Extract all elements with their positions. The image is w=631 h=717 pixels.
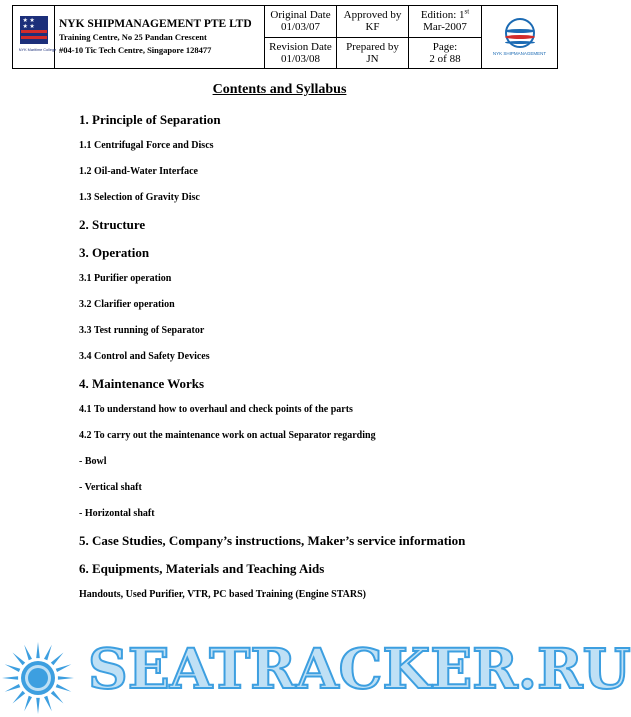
college-logo-caption: NYK Maritime College <box>18 47 56 52</box>
sun-ray <box>24 645 32 661</box>
sun-ray <box>2 676 18 680</box>
revision-date-value: 01/03/08 <box>280 52 321 65</box>
page-cell <box>409 37 482 69</box>
company-name: NYK SHIPMANAGEMENT PTE LTD <box>59 17 252 30</box>
toc-subitem-bowl: - Bowl <box>79 456 107 467</box>
sun-ray <box>51 653 64 666</box>
toc-subitem-vertical-shaft: - Vertical shaft <box>79 482 142 493</box>
document-header <box>12 5 558 69</box>
toc-subitem-horizontal-shaft: - Horizontal shaft <box>79 508 155 519</box>
toc-item-1-1: 1.1 Centrifugal Force and Discs <box>79 140 214 151</box>
sun-ray <box>13 691 26 704</box>
approved-by-label: Approved by <box>343 9 402 22</box>
toc-item-3-4: 3.4 Control and Safety Devices <box>79 351 210 362</box>
nyk-logo-cell <box>482 6 558 69</box>
sun-ray <box>44 645 52 661</box>
original-date-label: Original Date <box>270 9 331 22</box>
toc-section-3: 3. Operation <box>79 245 150 260</box>
sun-ray <box>56 684 72 692</box>
sun-ray <box>56 664 72 672</box>
toc-teaching-aids-detail: Handouts, Used Purifier, VTR, PC based Training (Engine STARS) <box>79 589 366 600</box>
sun-ray <box>36 698 40 714</box>
company-cell <box>55 6 265 69</box>
prepared-by-value: JN <box>366 52 379 65</box>
sun-ray <box>36 642 40 658</box>
prepared-by-cell <box>337 37 409 69</box>
edition-label: Edition: 1st <box>420 7 470 22</box>
approved-by-value: KF <box>365 21 380 34</box>
page-label: Page: <box>432 40 458 53</box>
toc-item-3-1: 3.1 Purifier operation <box>79 273 172 284</box>
toc-section-2: 2. Structure <box>79 217 146 232</box>
revision-date-label: Revision Date <box>269 40 332 53</box>
revision-date-cell <box>265 37 337 69</box>
sun-ray <box>5 664 21 672</box>
sun-ray <box>13 653 26 666</box>
toc-item-4-2: 4.2 To carry out the maintenance work on actual Separator regarding <box>79 430 376 441</box>
page-title: Contents and Syllabus <box>212 82 347 97</box>
toc-item-1-3: 1.3 Selection of Gravity Disc <box>79 192 200 203</box>
original-date-value: 01/03/07 <box>280 21 321 34</box>
sun-ray <box>58 676 74 680</box>
college-logo-cell <box>13 6 55 69</box>
toc-section-1: 1. Principle of Separation <box>79 112 221 127</box>
sun-ray <box>51 691 64 704</box>
college-flag-icon: ★ ★ ★ ★ <box>20 16 48 44</box>
approved-by-cell <box>337 6 409 38</box>
watermark-text: SEATRACKER.RU <box>88 636 631 701</box>
nyk-shipmanagement-logo-icon <box>505 18 535 48</box>
toc-section-4: 4. Maintenance Works <box>79 376 205 391</box>
toc-section-6: 6. Equipments, Materials and Teaching Aids <box>79 561 325 576</box>
address-line-1: Training Centre, No 25 Pandan Crescent <box>59 31 207 42</box>
sun-ray <box>5 684 21 692</box>
sun-icon <box>0 640 76 716</box>
page-value: 2 of 88 <box>429 52 461 65</box>
sun-ray <box>24 696 32 712</box>
sun-ray <box>44 696 52 712</box>
address-line-2: #04-10 Tic Tech Centre, Singapore 128477 <box>59 44 212 55</box>
nyk-logo-caption: NYK SHIPMANAGEMENT <box>492 51 547 56</box>
original-date-cell <box>265 6 337 38</box>
edition-date: Mar-2007 <box>423 21 467 34</box>
edition-cell <box>409 6 482 38</box>
toc-item-1-2: 1.2 Oil-and-Water Interface <box>79 166 198 177</box>
toc-section-5: 5. Case Studies, Company’s instructions, Maker’s service information <box>79 533 466 548</box>
prepared-by-label: Prepared by <box>346 40 399 53</box>
toc-item-4-1: 4.1 To understand how to overhaul and check points of the parts <box>79 404 353 415</box>
nyk-maritime-college-logo <box>18 16 56 62</box>
toc-item-3-3: 3.3 Test running of Separator <box>79 325 205 336</box>
toc-item-3-2: 3.2 Clarifier operation <box>79 299 175 310</box>
